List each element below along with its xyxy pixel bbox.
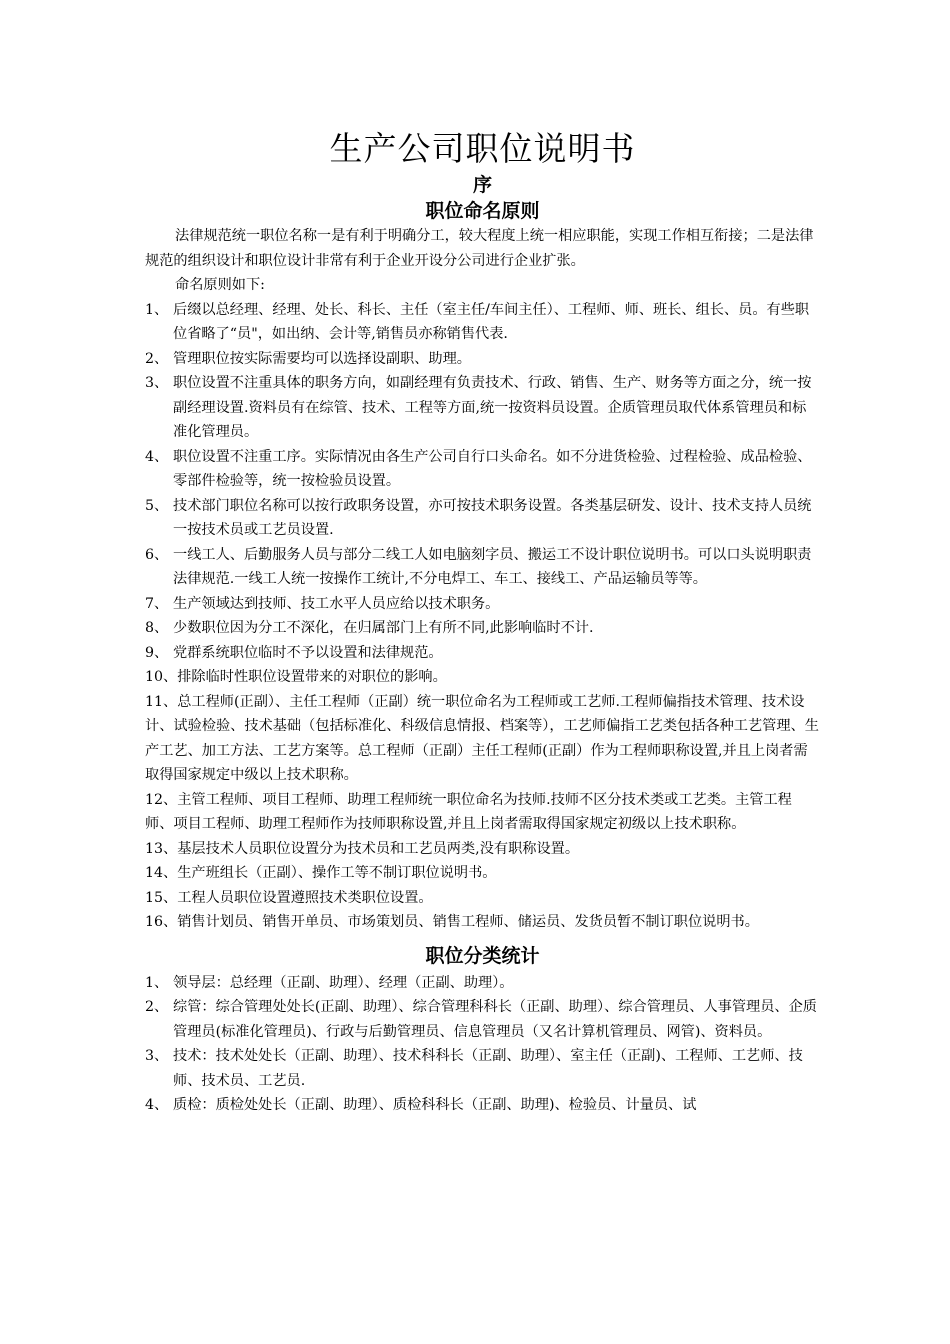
list-item-number: 6、 bbox=[145, 546, 169, 563]
list-item-number: 1、 bbox=[145, 301, 169, 318]
list-item-flat: 13、基层技术人员职位设置分为技术员和工艺员两类,没有职称设置。 bbox=[145, 840, 580, 857]
document-title: 生产公司职位说明书 bbox=[329, 129, 636, 168]
list-item-number: 4、 bbox=[145, 448, 169, 465]
list-item bbox=[145, 616, 820, 641]
list-item-number: 3、 bbox=[145, 375, 169, 391]
naming-rules-list bbox=[145, 298, 820, 935]
list-item-text: 职位设置不注重具体的职务方向，如副经理有负责技术、行政、销售、生产、财务等方面之分，统一按副经理设置.资料员有在综管、技术、工程等方面,统一按资料员设置。企质管理员取代体系管理员和标准化管理员。 bbox=[173, 375, 812, 440]
list-item-text: 生产领域达到技师、技工水平人员应给以技术职务。 bbox=[173, 595, 500, 612]
list-item-flat: 14、生产班组长（正副）、操作工等不制订职位说明书。 bbox=[145, 865, 497, 881]
list-item-text: 职位设置不注重工序。实际情况由各生产公司自行口头命名。如不分进货检验、过程检验、成品检验、零部件检验等，统一按检验员设置。 bbox=[173, 448, 812, 489]
list-item bbox=[145, 371, 820, 445]
list-item bbox=[145, 445, 820, 494]
list-item-number: 1、 bbox=[145, 974, 169, 991]
list-item-text: 领导层：总经理（正副、助理）、经理（正副、助理）。 bbox=[173, 974, 514, 991]
list-item-number: 4、 bbox=[145, 1097, 169, 1113]
list-item bbox=[145, 1044, 820, 1093]
section-heading-position-statistics: 职位分类统计 bbox=[425, 944, 540, 967]
list-item-flat: 12、主管工程师、项目工程师、助理工程师统一职位命名为技师.技师不区分技术类或工艺类。主管工程师、项目工程师、助理工程师作为技师职称设置,并且上岗者需取得国家规定初级以上技术职称。 bbox=[145, 791, 792, 832]
list-item bbox=[145, 1093, 820, 1118]
list-item-number: 8、 bbox=[145, 620, 169, 636]
list-item-text: 质检：质检处处长（正副、助理）、质检科科长（正副、助理)、检验员、计量员、试 bbox=[173, 1097, 697, 1113]
list-item-flat: 10、排除临时性职位设置带来的对职位的影响。 bbox=[145, 669, 447, 685]
list-item-text: 一线工人、后勤服务人员与部分二线工人如电脑刻字员、搬运工不设计职位说明书。可以口头说明职责法律规范.一线工人统一按操作工统计,不分电焊工、车工、接线工、产品运输员等等。 bbox=[173, 546, 812, 587]
list-item-number: 3、 bbox=[145, 1048, 169, 1064]
list-item bbox=[145, 494, 820, 543]
list-item-number: 7、 bbox=[145, 595, 169, 612]
list-item bbox=[145, 641, 820, 666]
list-item-text: 党群系统职位临时不予以设置和法律规范。 bbox=[173, 644, 443, 661]
list-item-text: 管理职位按实际需要均可以选择设副职、助理。 bbox=[173, 350, 471, 367]
section-heading-naming-principles: 职位命名原则 bbox=[425, 200, 540, 222]
list-item bbox=[145, 592, 820, 617]
list-item bbox=[145, 543, 820, 592]
list-item-number: 5、 bbox=[145, 497, 169, 514]
preface-heading: 序 bbox=[472, 174, 492, 196]
list-item-text: 后缀以总经理、经理、处长、科长、主任（室主任/车间主任）、工程师、师、班长、组长、员。有些职位省略了“员"，如出纳、会计等,销售员亦称销售代表. bbox=[173, 301, 810, 342]
list-item bbox=[145, 347, 820, 372]
list-item bbox=[145, 971, 820, 996]
list-item-text: 综管：综合管理处处长(正副、助理）、综合管理科科长（正副、助理）、综合管理员、人事管理员、企质管理员(标准化管理员)、行政与后勤管理员、信息管理员（又名计算机管理员、网管)、资料员。 bbox=[173, 999, 817, 1040]
rules-lead: 命名原则如下: bbox=[175, 277, 265, 293]
list-item-text: 技术：技术处处长（正副、助理）、技术科科长（正副、助理）、室主任（正副)、工程师、工艺师、技师、技术员、工艺员. bbox=[173, 1048, 803, 1089]
list-item-number: 2、 bbox=[145, 350, 169, 367]
list-item-flat: 16、销售计划员、销售开单员、市场策划员、销售工程师、储运员、发货员暂不制订职位说明书。 bbox=[145, 914, 759, 930]
list-item-number: 2、 bbox=[145, 999, 169, 1015]
list-item-flat: 11、总工程师(正副）、主任工程师（正副）统一职位命名为工程师或工艺师.工程师偏指技术管理、技术设计、试验检验、技术基础（包括标准化、科级信息情报、档案等），工艺师偏指工艺类包括各种工艺管理、生产工艺、加工方法、工艺方案等。总工程师（正副）主任工程师(正副）作为工程师职称设置,并且上岗者需取得国家规定中级以上技术职称。 bbox=[145, 693, 819, 783]
list-item bbox=[145, 298, 820, 347]
list-item-number: 9、 bbox=[145, 644, 169, 661]
list-item-text: 少数职位因为分工不深化，在归属部门上有所不同,此影响临时不计. bbox=[173, 620, 594, 636]
document-body bbox=[145, 128, 820, 1118]
list-item bbox=[145, 995, 820, 1044]
list-item-flat: 15、工程人员职位设置遵照技术类职位设置。 bbox=[145, 889, 433, 906]
position-category-list bbox=[145, 971, 820, 1118]
list-item-text: 技术部门职位名称可以按行政职务设置，亦可按技术职务设置。各类基层研发、设计、技术支持人员统一按技术员或工艺员设置. bbox=[173, 497, 812, 538]
intro-paragraph: 法律规范统一职位名称一是有利于明确分工，较大程度上统一相应职能，实现工作相互衔接；二是法律规范的组织设计和职位设计非常有利于企业开设分公司进行企业扩张。 bbox=[145, 228, 814, 269]
